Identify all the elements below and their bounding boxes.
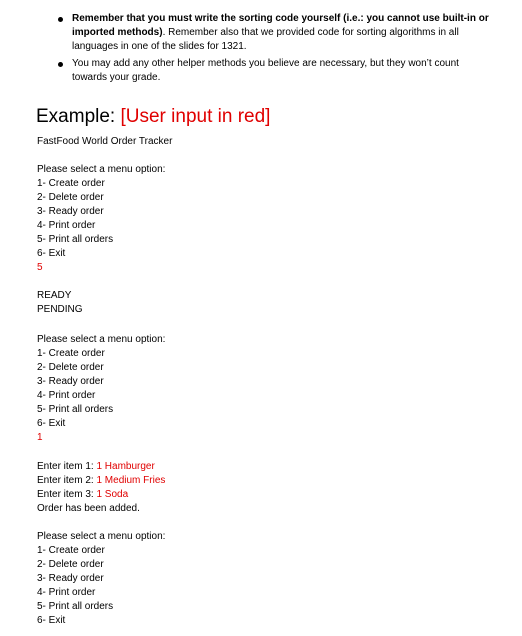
- item-value: 1 Soda: [96, 489, 129, 500]
- example-heading: [36, 106, 270, 128]
- bullet-text: [72, 12, 492, 54]
- menu-prompt: Please select a menu option:: [37, 334, 166, 345]
- menu-option: 6- Exit: [37, 615, 66, 626]
- menu-option: 3- Ready order: [37, 376, 104, 387]
- menu-option: 4- Print order: [37, 220, 96, 231]
- bullet-text: [72, 57, 492, 85]
- output-line: PENDING: [37, 304, 83, 315]
- menu-option: 2- Delete order: [37, 362, 104, 373]
- confirmation-message: Order has been added.: [37, 503, 140, 514]
- item-prompt: Enter item 1:: [37, 461, 97, 472]
- item-entry: [37, 489, 128, 501]
- menu-option: 5- Print all orders: [37, 601, 114, 612]
- menu-option: 1- Create order: [37, 178, 105, 189]
- menu-option: 6- Exit: [37, 248, 66, 259]
- menu-option: 4- Print order: [37, 587, 96, 598]
- bullet-rest-text: . Remember also that we provided code for sorting algorithms in all languages in one of the slides for 1321.: [72, 27, 459, 52]
- bullet-dot-icon: [58, 62, 63, 67]
- menu-prompt: Please select a menu option:: [37, 531, 166, 542]
- menu-option: 5- Print all orders: [37, 234, 114, 245]
- menu-option: 1- Create order: [37, 545, 105, 556]
- menu-option: 2- Delete order: [37, 192, 104, 203]
- user-input: 1: [37, 432, 43, 443]
- menu-option: 3- Ready order: [37, 573, 104, 584]
- bullet-rest-text: You may add any other helper methods you believe are necessary, but they won’t count towards your grade.: [72, 58, 459, 83]
- bullet-dot-icon: [58, 17, 63, 22]
- menu-option: 6- Exit: [37, 418, 66, 429]
- item-entry: [37, 461, 155, 473]
- menu-option: 3- Ready order: [37, 206, 104, 217]
- bullet-bold-text: Remember that you must write the sorting code yourself (i.e.: you cannot use built-in or imported methods): [72, 13, 489, 38]
- menu-option: 2- Delete order: [37, 559, 104, 570]
- output-line: READY: [37, 290, 72, 301]
- item-value: 1 Medium Fries: [96, 475, 166, 486]
- menu-prompt: Please select a menu option:: [37, 164, 166, 175]
- heading-label: Example:: [36, 106, 116, 127]
- menu-option: 5- Print all orders: [37, 404, 114, 415]
- menu-option: 4- Print order: [37, 390, 96, 401]
- heading-red-part: [User input in red]: [120, 106, 271, 127]
- item-prompt: Enter item 3:: [37, 489, 97, 500]
- item-entry: [37, 475, 165, 487]
- item-value: 1 Hamburger: [96, 461, 155, 472]
- program-title: FastFood World Order Tracker: [37, 136, 173, 147]
- menu-option: 1- Create order: [37, 348, 105, 359]
- item-prompt: Enter item 2:: [37, 475, 97, 486]
- user-input: 5: [37, 262, 43, 273]
